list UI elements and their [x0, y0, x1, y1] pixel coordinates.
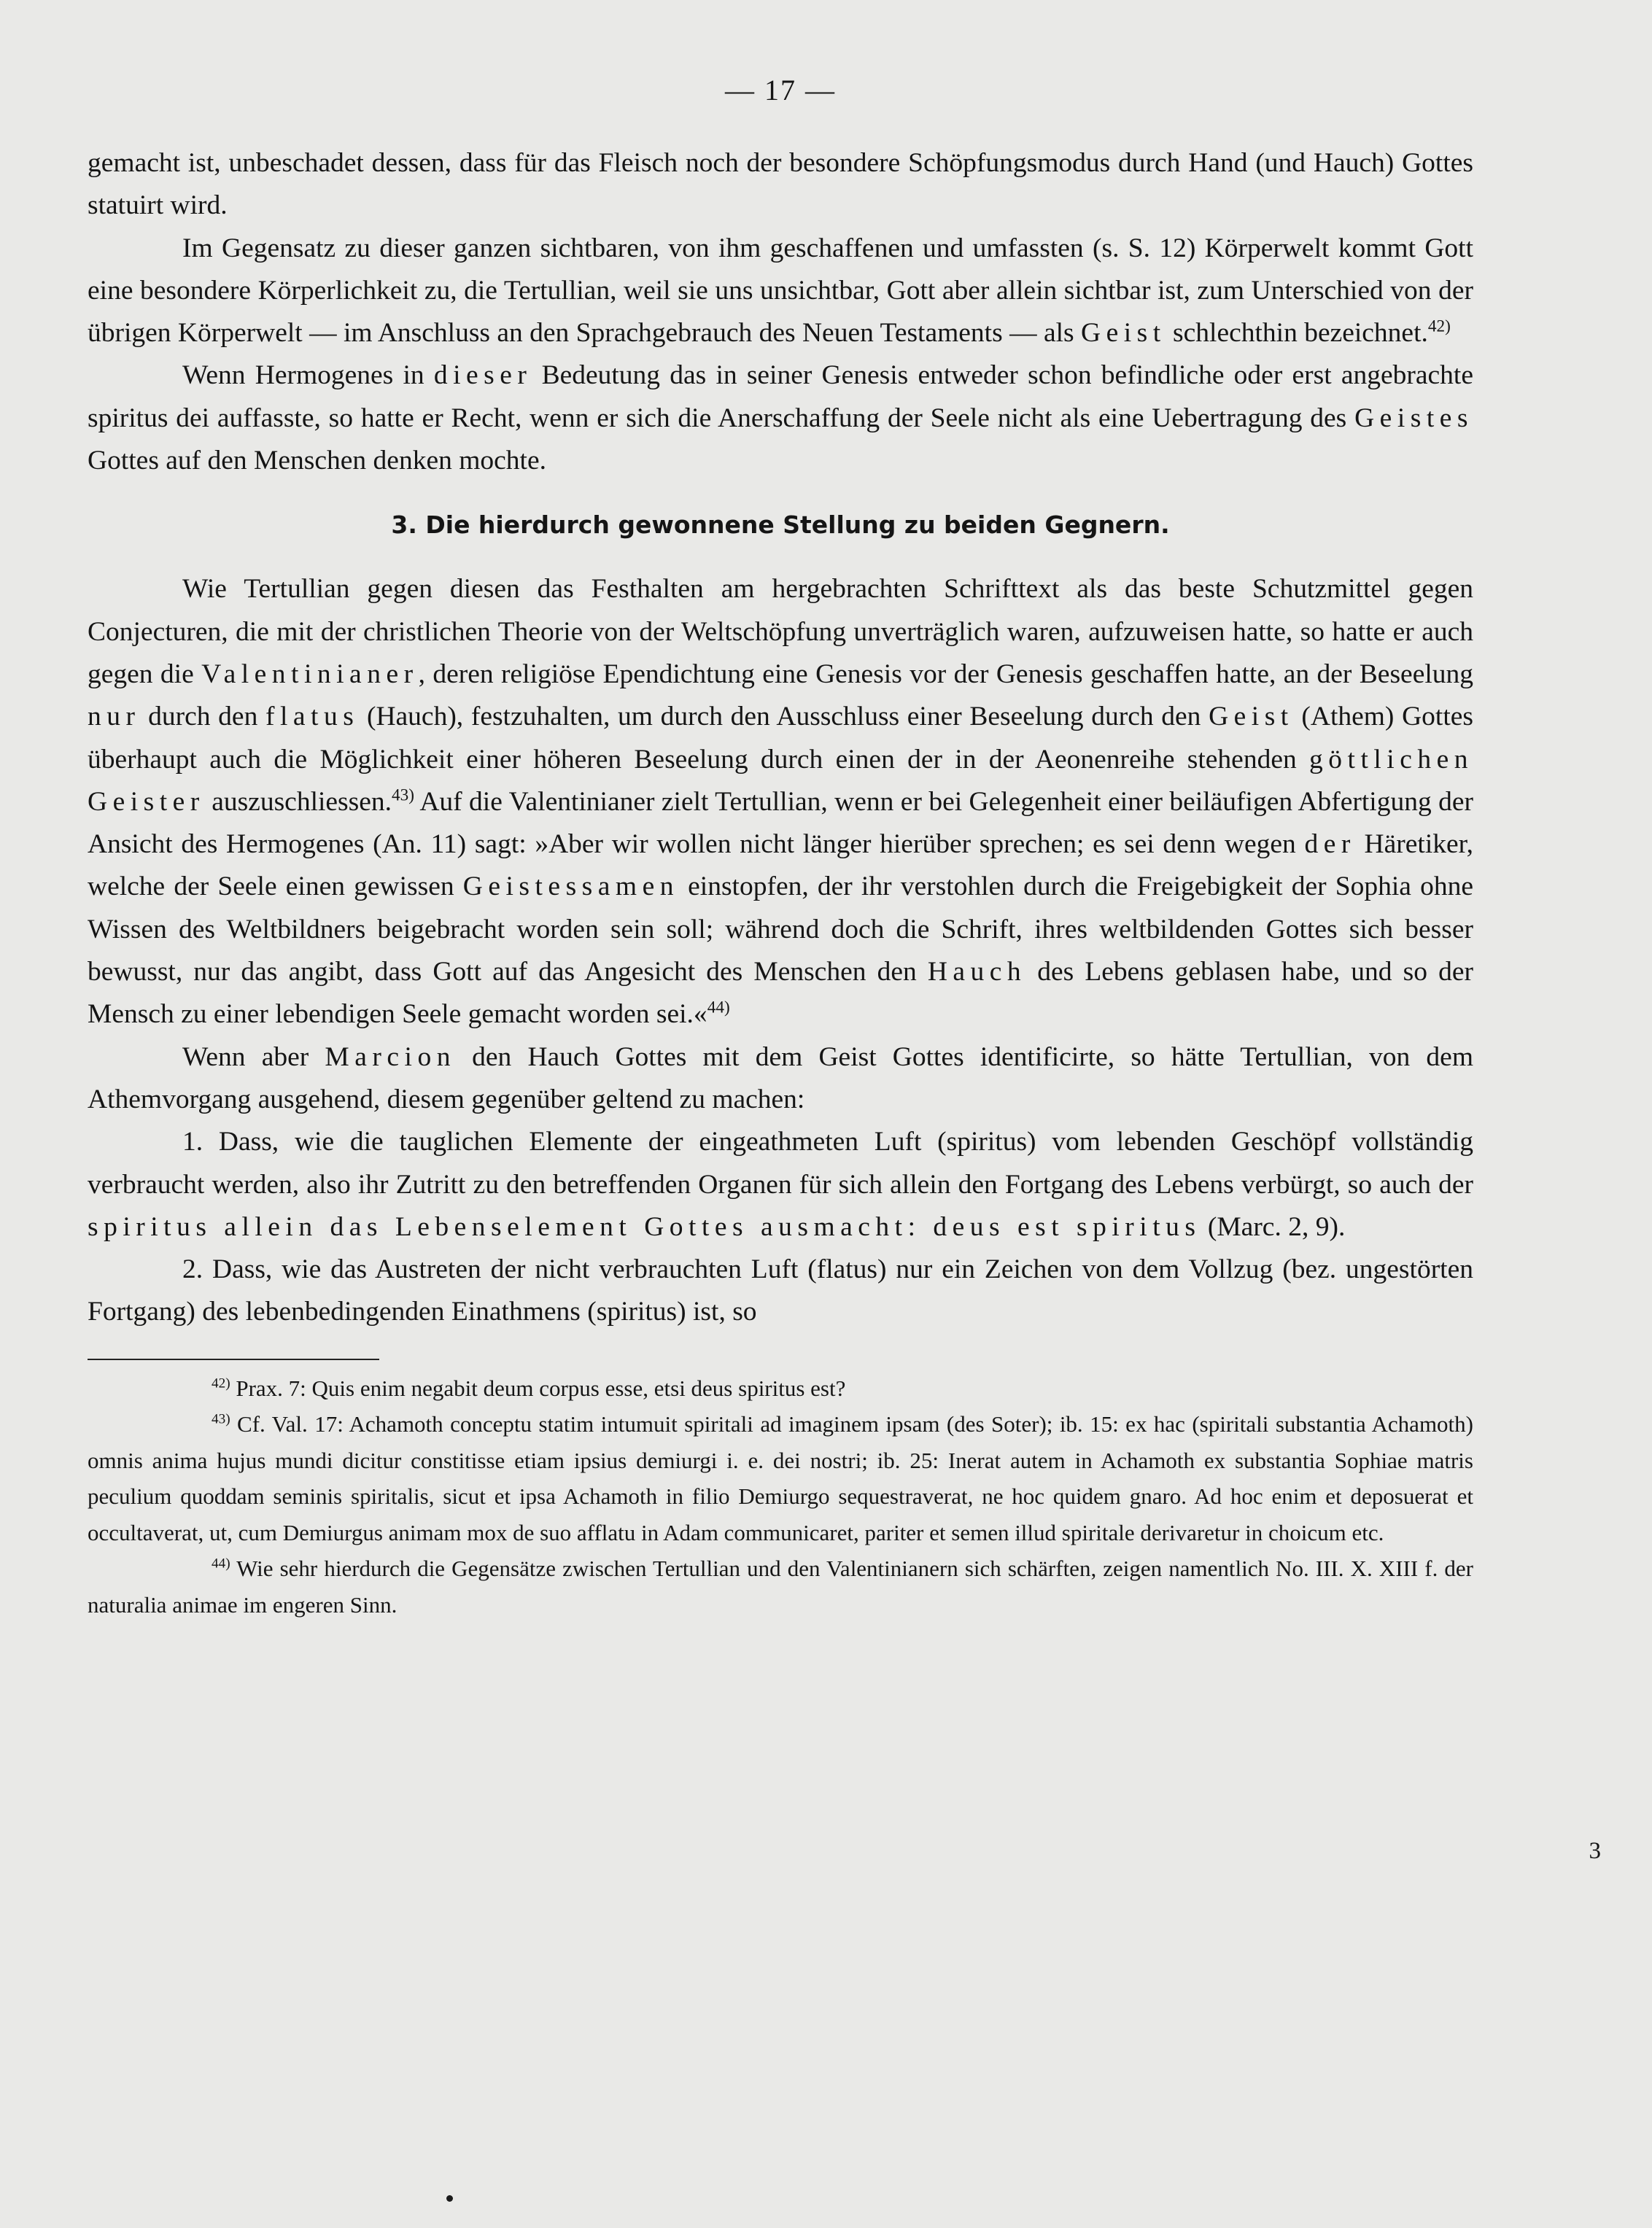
footnote-42: $^{42)}$ Prax. 7: Quis enim negabit deum corpus esse, etsi deus spiritus est?: [212, 1375, 846, 1401]
footnote-divider: [88, 1359, 379, 1360]
footnotes: [88, 1370, 1473, 1623]
emphasis-geist: Geist: [1080, 318, 1166, 349]
footnote-ref-43[interactable]: 43): [392, 785, 415, 805]
emphasis-valentinianer: Valentinianer: [201, 659, 419, 689]
paragraph-5: Wenn aber Marcion den Hauch Gottes mit dem Geist Gottes identificirte, so hätte Tertullian, von dem Athemvorgang ausgehend, diesem gegenüber geltend zu machen:: [88, 1041, 1473, 1114]
footnote-43: $^{43)}$ Cf. Val. 17: Achamoth conceptu statim intumuit spiritali ad imaginem ipsam (des Soter); ib. 15: ex hac (spiritali substantia Achamoth) omnis anima hujus mundi dicitur constitisse etiam ipsius demiurgi i. e. dei nostri; ib. 25: Inerat autem in Achamoth ex substantia Sophiae matris peculium quoddam seminis spiritalis, sicut et ipsa Achamoth in filio Demiurgo sequestraverat, ne hoc quidem gnaro. Ad hoc enim et deposuerat et occultaverat, ut, cum Demiurgus animam mox de suo afflatu in Adam communicaret, pariter et semen illud spiritale derivaretur in choicum etc.: [88, 1411, 1473, 1545]
signature-mark: 3: [1589, 1838, 1601, 1864]
emphasis-geistes: Geistes: [1354, 403, 1473, 433]
paragraph-7: 2. Dass, wie das Austreten der nicht verbrauchten Luft (flatus) nur ein Zeichen von dem Vollzug (bez. ungestörten Fortgang) des lebenbedingenden Einathmens (spiritus) ist, so: [88, 1254, 1473, 1327]
paragraph-4: Wie Tertullian gegen diesen das Festhalten am hergebrachten Schrifttext als das beste Schutzmittel gegen Conjecturen, die mit der christlichen Theorie von der Weltschöpfung unverträglich waren, aufzuweisen hatte, so hatte er auch gegen die Valentinianer, deren religiöse Ependichtung eine Genesis vor der Genesis geschaffen hatte, an der Beseelung nur durch den flatus (Hauch), festzuhalten, um durch den Ausschluss einer Beseelung durch den Geist (Athem) Gottes überhaupt auch die Möglichkeit einer höheren Beseelung durch einen der in der Aeonenreihe stehenden göttlichen Geister auszuschliessen.$^{43)}$ Auf die Valentinianer zielt Tertullian, wenn er bei Gelegenheit einer beiläufigen Abfertigung der Ansicht des Hermogenes (An. 11) sagt: »Aber wir wollen nicht länger hierüber sprechen; es sei denn wegen der Häretiker, welche der Seele einen gewissen Geistessamen einstopfen, der ihr verstohlen durch die Freigebigkeit der Sophia ohne Wissen des Weltbildners beigebracht worden sein soll; während doch die Schrift, ihres weltbildenden Gottes sich besser bewusst, nur das angibt, dass Gott auf das Angesicht des Menschen den Hauch des Lebens geblasen habe, und so der Mensch zu einer lebendigen Seele gemacht worden sei.«$^{44)}$: [88, 574, 1474, 1030]
emphasis-geist-athem: Geist: [1209, 702, 1294, 732]
emphasis-marcion: Marcion: [325, 1041, 456, 1072]
footnote-44: $^{44)}$ Wie sehr hierdurch die Gegensätze zwischen Tertullian und den Valentinianern sich schärften, zeigen namentlich No. III. X. XIII f. der naturalia animae im engeren Sinn.: [88, 1556, 1473, 1618]
emphasis-flatus: flatus: [265, 702, 360, 732]
section-heading: 3. Die hierdurch gewonnene Stellung zu beiden Gegnern.: [391, 511, 1170, 540]
main-text: [88, 142, 1473, 1334]
paragraph-3: Wenn Hermogenes in dieser Bedeutung das in seiner Genesis entweder schon befindliche oder erst angebrachte spiritus dei auffasste, so hatte er Recht, wenn er sich die Anerschaffung der Seele nicht als eine Uebertragung des Geistes Gottes auf den Menschen denken mochte.: [88, 360, 1473, 476]
emphasis-hauch: Hauch: [927, 957, 1027, 987]
emphasis-spiritus-allein: spiritus allein das Lebenselement Gottes ausmacht: deus est spiritus: [88, 1211, 1201, 1242]
emphasis-goettlichen-geister: göttlichen Geister: [88, 744, 1473, 817]
emphasis-nur: nur: [88, 702, 141, 732]
footnote-ref-44[interactable]: 44): [707, 998, 730, 1017]
ink-speck: [446, 2195, 453, 2202]
page: [88, 73, 1473, 1623]
emphasis-der: der: [1304, 829, 1356, 860]
emphasis-dieser: dieser: [433, 360, 532, 391]
footnote-ref-42[interactable]: 42): [1427, 317, 1451, 336]
paragraph-6: 1. Dass, wie die tauglichen Elemente der eingeathmeten Luft (spiritus) vom lebenden Geschöpf vollständig verbraucht werden, also ihr Zutritt zu den betreffenden Organen für sich allein den Fortgang des Lebens verbürgt, so auch der spiritus allein das Lebenselement Gottes ausmacht: deus est spiritus (Marc. 2, 9).: [88, 1127, 1473, 1242]
paragraph-2: Im Gegensatz zu dieser ganzen sichtbaren, von ihm geschaffenen und umfassten (s. S. 12) Körperwelt kommt Gott eine besondere Körperlichkeit zu, die Tertullian, weil sie uns unsichtbar, Gott aber allein sichtbar ist, zum Unterschied von der übrigen Körperwelt — im Anschluss an den Sprachgebrauch des Neuen Testaments — als Geist schlechthin bezeichnet.$^{42)}$: [88, 233, 1473, 349]
paragraph-1: gemacht ist, unbeschadet dessen, dass für das Fleisch noch der besondere Schöpfungsmodus durch Hand (und Hauch) Gottes statuirt wird.: [88, 148, 1473, 221]
page-number: — 17 —: [725, 74, 836, 106]
emphasis-geistessamen: Geistessamen: [462, 872, 679, 902]
